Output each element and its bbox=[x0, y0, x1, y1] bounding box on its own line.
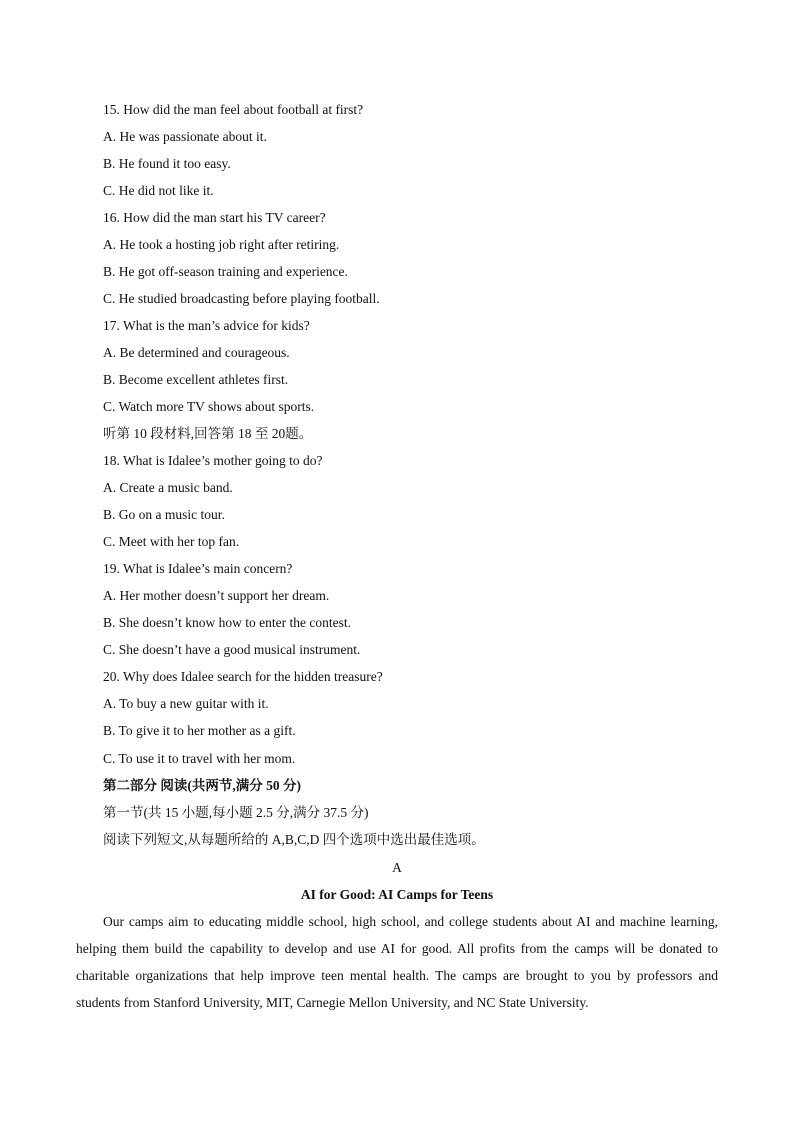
option-16a: A. He took a hosting job right after retiring. bbox=[103, 237, 340, 252]
option-17c: C. Watch more TV shows about sports. bbox=[103, 399, 315, 414]
option-17b: B. Become excellent athletes first. bbox=[103, 372, 289, 387]
question-15: 15. How did the man feel about football at first? bbox=[103, 102, 364, 117]
option-15c: C. He did not like it. bbox=[103, 183, 214, 198]
option-19a: A. Her mother doesn’t support her dream. bbox=[103, 588, 330, 603]
question-17: 17. What is the man’s advice for kids? bbox=[103, 318, 310, 333]
question-20: 20. Why does Idalee search for the hidden treasure? bbox=[103, 669, 383, 684]
reading-instruction: 阅读下列短文,从每题所给的 A,B,C,D 四个选项中选出最佳选项。 bbox=[103, 832, 485, 847]
option-18c: C. Meet with her top fan. bbox=[103, 534, 240, 549]
option-16c: C. He studied broadcasting before playing football. bbox=[103, 291, 380, 306]
question-18: 18. What is Idalee’s mother going to do? bbox=[103, 453, 323, 468]
part-two-title: 第二部分 阅读(共两节,满分 50 分) bbox=[103, 778, 301, 793]
passage-paragraph: Our camps aim to educating middle school, high school, and college students about AI and machine learning, helping them build the capability to develop and use AI for good. All profits from the camps will be donated to charitable organizations that help improve teen mental health. The camps are brought to you by professors and students from Stanford University, MIT, Carnegie Mellon University, and NC State University. bbox=[76, 914, 718, 1010]
option-20a: A. To buy a new guitar with it. bbox=[103, 696, 269, 711]
passage-title: AI for Good: AI Camps for Teens bbox=[300, 887, 494, 902]
option-20b: B. To give it to her mother as a gift. bbox=[103, 723, 296, 738]
option-19c: C. She doesn’t have a good musical instrument. bbox=[103, 642, 361, 657]
section-one-title: 第一节(共 15 小题,每小题 2.5 分,满分 37.5 分) bbox=[103, 805, 369, 820]
passage-letter: A bbox=[392, 860, 402, 875]
question-19: 19. What is Idalee’s main concern? bbox=[103, 561, 293, 576]
option-15b: B. He found it too easy. bbox=[103, 156, 231, 171]
option-20c: C. To use it to travel with her mom. bbox=[103, 751, 296, 766]
instruction-material-10: 听第 10 段材料,回答第 18 至 20题。 bbox=[103, 426, 313, 441]
option-15a: A. He was passionate about it. bbox=[103, 129, 267, 144]
option-18a: A. Create a music band. bbox=[103, 480, 233, 495]
option-16b: B. He got off-season training and experience. bbox=[103, 264, 348, 279]
option-19b: B. She doesn’t know how to enter the contest. bbox=[103, 615, 351, 630]
option-17a: A. Be determined and courageous. bbox=[103, 345, 290, 360]
question-16: 16. How did the man start his TV career? bbox=[103, 210, 326, 225]
option-18b: B. Go on a music tour. bbox=[103, 507, 225, 522]
